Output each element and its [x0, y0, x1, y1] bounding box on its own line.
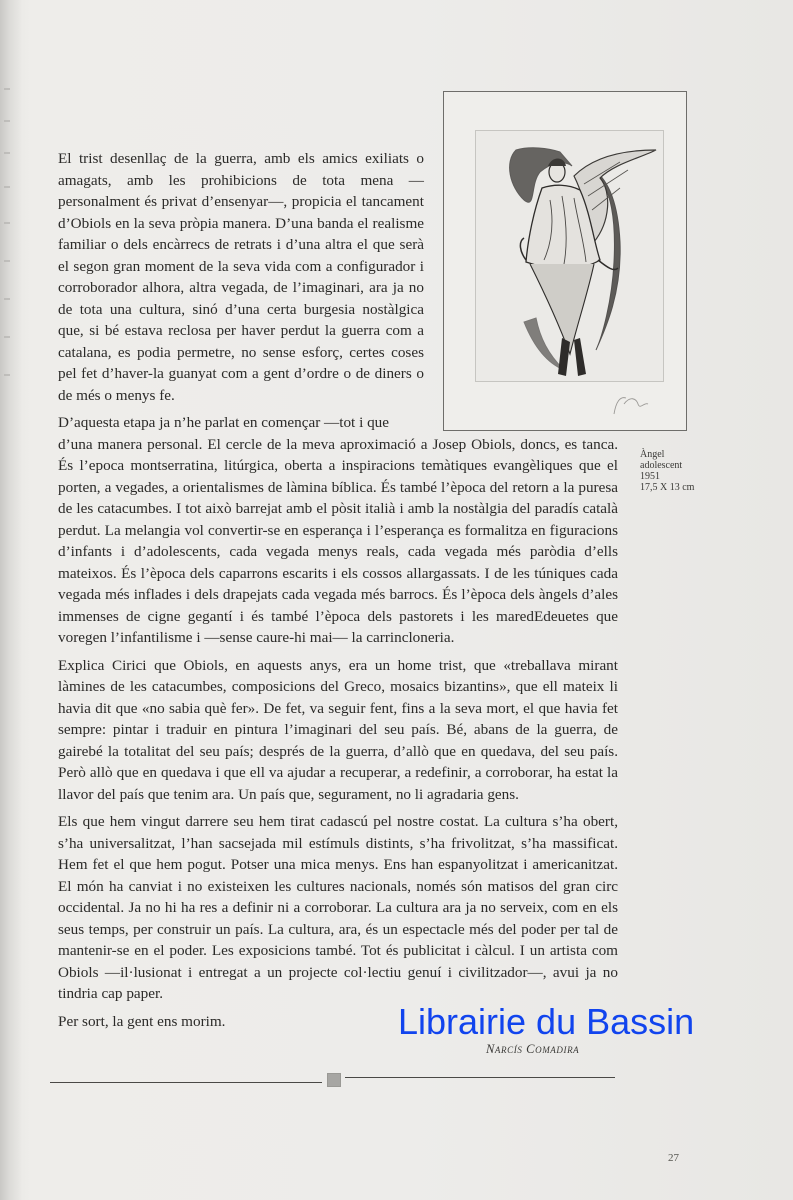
artwork-dimensions: 17,5 X 13 cm: [640, 482, 695, 493]
divider-left: [50, 1082, 322, 1083]
artwork-caption: [640, 449, 730, 493]
gutter-mark: [4, 120, 10, 122]
gutter-mark: [4, 222, 10, 224]
artwork-title-line2: adolescent: [640, 460, 683, 471]
gutter-mark: [4, 336, 10, 338]
gutter-mark: [4, 186, 10, 188]
paragraph-3: Explica Cirici que Obiols, en aquests anys, era un home trist, que «treballava mirant làmines de les catacumbes, composicions del Greco, mosaics bizantins», que ell mateix li havia dit que «no sabia què fer». De fet, va seguir fent, fins a la seva mort, el que havia fet sempre: pintar i traduir en pintura l’imaginari del seu país. Bé, abans de la guerra, de gairebé la totalitat del seu país; després de la guerra, d’allò que en quedava, del seu país. Però allò que en quedava i que ell va ajudar a recuperar, a redefinir, a corroborar, ha estat la llavor del país que tenim ara. Un país que, segurament, no li agradaria gens.: [58, 656, 618, 803]
divider-right: [345, 1077, 615, 1078]
gutter-mark: [4, 88, 10, 90]
paragraph-2: [58, 412, 618, 649]
paragraph-2-first-line: D’aquesta etapa ja n’he parlat en començar —tot i que: [58, 414, 390, 431]
gutter-mark: [4, 298, 10, 300]
watermark: Librairie du Bassin: [398, 1001, 695, 1042]
gutter-mark: [4, 152, 10, 154]
page-number: 27: [668, 1152, 679, 1164]
artwork-title-line1: Àngel: [640, 449, 665, 460]
paragraph-4: Els que hem vingut darrere seu hem tirat cadascú pel nostre costat. La cultura s’ha obert, s’ha universalitzat, l’han sacsejada mil estímuls distints, s’ha frivolitzat, s’ha massificat. Hem fet el que hem pogut. Potser una mica menys. Ens han espanyolitzat i americanitzat. El món ha canviat i no existeixen les cultures nacionals, només són matisos del gran circ occidental. Ja no hi ha res a definir ni a corroborar. La cultura ara ja no serveix, com en els seus temps, per construir un país. La cultura, ara, és un espectacle més del poder per tal de mantenir-se en el poder. Les exposicions també. Tot és publicitat i càlcul. I un artista com Obiols —il·lusionat i entregat a un projecte col·lectiu genuí i civilitzador—, avui ja no tindria cap paper.: [58, 813, 618, 1002]
divider-ornament-square: [327, 1073, 341, 1087]
gutter-mark: [4, 260, 10, 262]
paragraph-5: Per sort, la gent ens morim.: [58, 1012, 226, 1030]
paragraph-2-rest: d’una manera personal. El cercle de la meva aproximació a Josep Obiols, doncs, es tanca. És l’epoca montserratina, litúrgica, oberta a inspiracions temàtiques evangèliques que el porten, a vegades, a orientalismes de làmina bíblica. És també l’època del retorn a la puresa de les catacumbes. I tot això barrejat amb el pòsit italià i amb la nostàlgia del paradís català perdut. La melangia vol convertir-se en esperança i l’esperança es formalitza en figuracions d’infants i d’adolescents, cada vegada menys reals, cada vegada més paròdia d’ells mateixos. És l’època dels caparrons escarits i els cossos allargassats. I de les túniques cada vegada més inflades i dels drapejats cada vegada més barrocs. És l’època dels àngels d’ales immenses de cigne gegantí i és també l’època dels pastorets i les maredEdeuetes que voregen l’infantilisme i —sense caure-hi mai— la carrincloneria.: [58, 435, 618, 646]
book-gutter: [0, 0, 22, 1200]
artwork-year: 1951: [640, 471, 660, 482]
author-signature: Narcís Comadira: [486, 1042, 580, 1056]
gutter-mark: [4, 374, 10, 376]
paragraph-1: El trist desenllaç de la guerra, amb els amics exiliats o amagats, amb les prohibicions de tota mena —personalment és privat d’ensenyar—, propicia el tancament d’Obiols en la seva pròpia manera. D’una banda el realisme familiar o dels encàrrecs de retrats i d’una altra el que serà el segon gran moment de la seva vida com a configurador i corroborador alhora, altra vegada, de l’imaginari, ara ja no de tota una cultura, sinó d’una certa burgesia nostàlgica que, si bé estava reclosa per haver perdut la guerra com a catalana, es podia permetre, no sense esforç, certes coses pel fet d’haver-la guanyat com a gent d’ordre o de diners o de més o menys fe.: [58, 150, 424, 404]
article-body: [58, 148, 618, 1038]
